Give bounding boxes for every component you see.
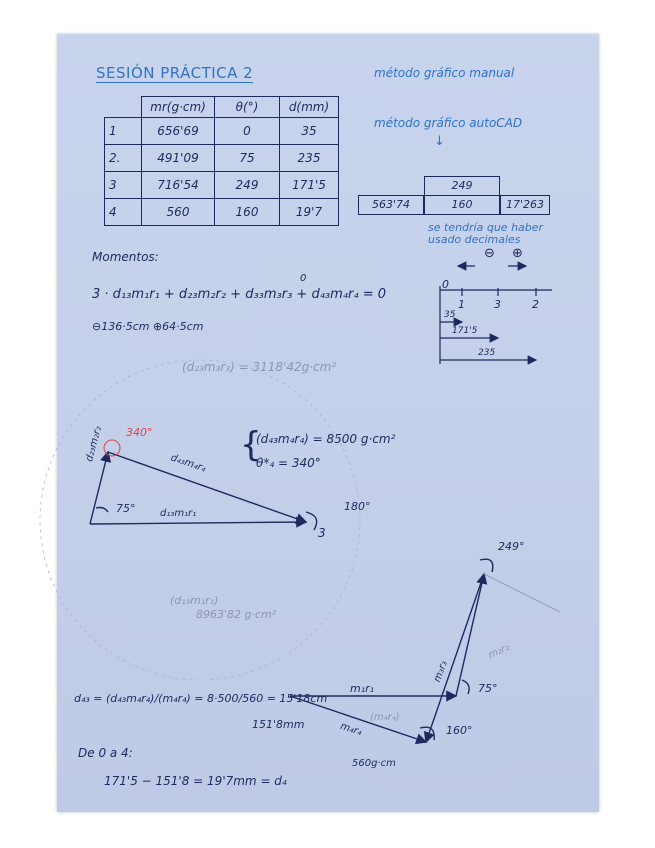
table-cell: 75 [215,145,280,172]
moment-distances: ⊖136·5cm ⊕64·5cm [92,320,204,333]
axis-label: 0 [442,278,449,291]
axis-label: 1 [458,298,465,311]
moment-term-43: (d₄₃m₄r₄) = 8500 g·cm² [256,432,396,446]
table-header: d(mm) [280,97,339,118]
table-header: θ(°) [215,97,280,118]
table-cell: 560 [142,199,215,226]
axis-dim: 235 [478,348,496,358]
table-cell: 160 [215,199,280,226]
cad-result-cell: 160 [424,195,500,215]
axis-label: 3 [494,298,501,311]
cad-result-cell: 17'263 [500,195,550,215]
note-decimals: se tendría que haber usado decimales [428,221,544,246]
table-cell: 4 [105,199,142,226]
vector-label: (m₄r₄) [370,712,400,723]
table-cell: 3 [105,172,142,199]
table-cell: 2. [105,145,142,172]
table-cell: 171'5 [280,172,339,199]
vector-label: d₂₃m₂r₂ [84,424,105,463]
vector-label: m₂r₂ [486,641,512,662]
cad-result-cell: 563'74 [358,195,424,215]
angle-label: 249° [498,540,525,553]
table-cell: 716'54 [142,172,215,199]
zero-mark: 0 [300,273,307,284]
moments-heading: Momentos: [92,250,159,264]
minus-sign: ⊖ [484,246,495,261]
angle-label: 180° [344,500,371,513]
vector-label: d₄₃m₄r₄ [169,452,208,475]
angle-label: 75° [478,682,498,695]
angle-label: 160° [446,724,473,737]
note-manual-method: método gráfico manual [374,66,515,80]
plus-sign: ⊕ [512,246,523,261]
moment-equation: 3 · d₁₃m₁r₁ + d₂₃m₂r₂ + d₃₃m₃r₃ + d₄₃m₄r₄ = 0 [92,287,386,302]
table-cell: 249 [215,172,280,199]
moment-term-13-value: 8963'82 g·cm² [196,608,277,621]
theta-4: θ*₄ = 340° [256,456,321,470]
brace-icon: { [240,425,262,465]
vertex-label: 3 [318,526,326,540]
table-cell: 235 [280,145,339,172]
table-cell: 491'09 [142,145,215,172]
table-cell: 0 [215,118,280,145]
vector-label: 560g·cm [352,758,396,769]
moment-term-23: (d₂₃m₃r₃) = 3118'42g·cm² [182,360,337,374]
table-cell: 656'69 [142,118,215,145]
angle-label: 75° [116,502,136,515]
page-title: SESIÓN PRÁCTICA 2 [96,64,254,82]
table-cell: 19'7 [280,199,339,226]
axis-sketch [440,266,552,364]
moment-term-13: (d₁₃m₁r₁) [170,594,219,607]
arrow-down-icon: ↓ [434,134,445,149]
d43-calculation: d₄₃ = (d₄₃m₄r₄)/(m₄r₄) = 8·500/560 = 15'18cm [74,692,328,705]
axis-label: 2 [532,298,539,311]
vector-label: m₁r₁ [350,682,375,695]
note-autocad-method: método gráfico autoCAD [374,116,523,130]
d4-result: 171'5 − 151'8 = 19'7mm = d₄ [104,774,287,788]
table-cell: 35 [280,118,339,145]
table-cell: 1 [105,118,142,145]
table-header: mr(g·cm) [142,97,215,118]
d43-mm: 151'8mm [252,718,305,731]
cad-angle-box: 249 [424,176,500,196]
vector-label: m₄r₄ [338,720,364,739]
vector-label: m₃r₃ [432,659,450,684]
from-label: De 0 a 4: [78,746,133,760]
axis-dim: 171'5 [452,326,478,336]
vector-label: d₁₃m₁r₁ [160,508,197,519]
axis-dim: 35 [444,310,456,320]
angle-label: 340° [126,426,153,439]
